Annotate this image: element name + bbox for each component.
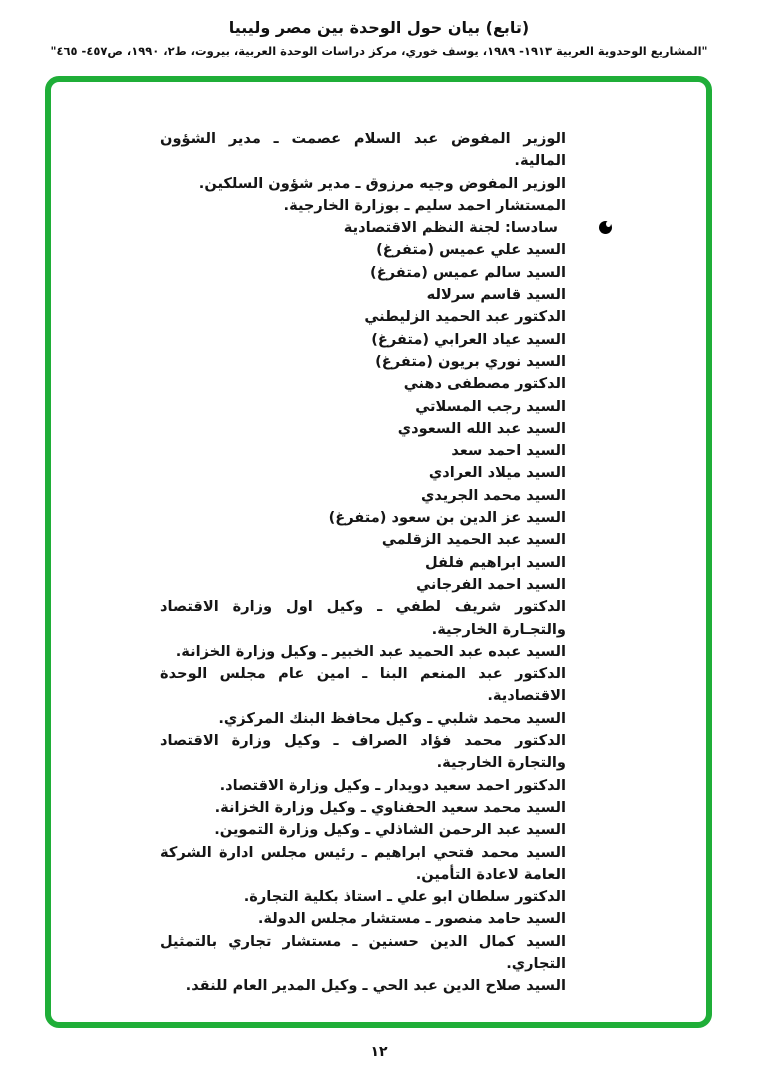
list-item: الدكتور مصطفى دهني	[403, 375, 566, 393]
list-item: الدكتور احمد سعيد دويدار ـ وكيل وزارة الاقتصاد.	[219, 776, 566, 794]
list-item: الوزير المفوض وجيه مرزوق ـ مدير شؤون السلكين.	[198, 174, 566, 192]
green-border-frame	[45, 76, 712, 1028]
section-bullet-icon	[599, 221, 612, 234]
list-item: السيد عبد الرحمن الشاذلي ـ وكيل وزارة التموين.	[214, 821, 566, 839]
page-title: (تابع) بيان حول الوحدة بين مصر وليبيا	[228, 18, 530, 37]
list-item: السيد احمد الفرجاني	[416, 575, 566, 593]
section-heading: سادسا: لجنة النظم الاقتصادية	[160, 217, 566, 239]
list-item: الوزير المفوض عبد السلام عصمت ـ مدير الشؤون المالية.	[160, 130, 566, 170]
list-item: السيد قاسم سرلاله	[426, 286, 566, 304]
list-item: السيد صلاح الدين عبد الحي ـ وكيل المدير العام للنقد.	[185, 977, 566, 995]
list-item: السيد علي عميس (متفرغ)	[376, 241, 566, 259]
list-item: الدكتور عبد الحميد الزليطني	[364, 308, 566, 326]
list-item: السيد رجب المسلاتي	[415, 397, 566, 415]
list-item: السيد محمد سعيد الحفناوي ـ وكيل وزارة الخزانة.	[214, 798, 566, 816]
list-item: الدكتور عبد المنعم البنا ـ امين عام مجلس الوحدة الاقتصادية.	[160, 665, 566, 705]
list-item: الدكتور سلطان ابو علي ـ استاذ بكلية التجارة.	[243, 888, 566, 906]
list-item: السيد محمد شلبي ـ وكيل محافظ البنك المركزي.	[218, 709, 566, 727]
list-item: السيد ميلاد العرادي	[428, 464, 566, 482]
list-item: السيد حامد منصور ـ مستشار مجلس الدولة.	[257, 910, 566, 928]
list-item: السيد عبد الحميد الزقلمي	[381, 531, 566, 549]
list-item: السيد كمال الدين حسنين ـ مستشار تجاري بالتمثيل التجاري.	[160, 932, 566, 972]
list-item: السيد عياد العرابي (متفرغ)	[371, 330, 566, 348]
list-item: السيد عبد الله السعودي	[397, 419, 566, 437]
names-list	[160, 128, 566, 998]
list-item: السيد محمد فتحي ابراهيم ـ رئيس مجلس ادارة الشركة العامة لاعادة التأمين.	[160, 843, 566, 883]
list-item: الدكتور شريف لطفي ـ وكيل اول وزارة الاقتصاد والتجـارة الخارجية.	[160, 598, 566, 638]
list-item: السيد نوري بريون (متفرغ)	[375, 352, 566, 370]
list-item: السيد محمد الجريدي	[420, 486, 566, 504]
list-item: السيد عز الدين بن سعود (متفرغ)	[328, 509, 566, 527]
list-item: السيد ابراهيم فلفل	[424, 553, 566, 571]
list-item: السيد احمد سعد	[451, 442, 566, 460]
list-item: السيد سالم عميس (متفرغ)	[370, 263, 566, 281]
page-number: ١٢	[370, 1044, 388, 1060]
list-item: الدكتور محمد فؤاد الصراف ـ وكيل وزارة الاقتصاد والتجارة الخارجية.	[160, 732, 566, 772]
list-item: السيد عبده عبد الحميد عبد الخبير ـ وكيل وزارة الخزانة.	[175, 642, 566, 660]
list-item: المستشار احمد سليم ـ بوزارة الخارجية.	[283, 196, 566, 214]
source-citation: "المشاريع الوحدوية العربية ١٩١٣- ١٩٨٩، يوسف خوري، مركز دراسات الوحدة العربية، بيروت، ط٢، ١٩٩٠، ص٤٥٧- ٤٦٥"	[50, 44, 708, 58]
